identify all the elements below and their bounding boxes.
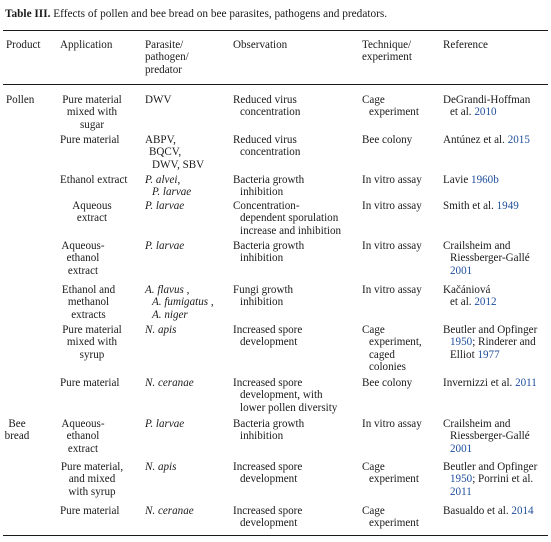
citation-link[interactable]: 2015	[507, 134, 530, 146]
header-reference: Reference	[443, 39, 488, 51]
cell-observation: Increased spore development	[233, 461, 303, 486]
citation-link[interactable]: 1950	[450, 473, 473, 486]
cell-application: Pure material	[60, 377, 120, 389]
cell-application: Aqueous- ethanol extract	[61, 240, 105, 277]
citation-link[interactable]: 2014	[511, 505, 534, 517]
cell-observation: Concentration- dependent sporulation increase and inhibition	[233, 200, 342, 237]
cell-reference: Lavie 1960b	[443, 174, 499, 186]
cell-product: Pollen	[6, 94, 35, 106]
citation-link[interactable]: 2001	[450, 264, 473, 277]
cell-parasite: P. alvei, P. larvae	[145, 174, 192, 199]
cell-technique: Bee colony	[362, 134, 413, 146]
cell-reference: Basualdo et al. 2014	[443, 505, 534, 517]
cell-application: Pure material mixed with sugar	[62, 94, 122, 131]
cell-parasite: ABPV, BQCV, DWV, SBV	[145, 134, 205, 171]
citation-link[interactable]: 1950	[450, 336, 473, 349]
cell-application: Aqueous- ethanol extract	[61, 418, 105, 455]
cell-application: Ethanol extract	[60, 174, 128, 186]
citation-link[interactable]: 2011	[450, 485, 472, 498]
header-product: Product	[6, 39, 41, 51]
cell-observation: Reduced virus concentration	[233, 134, 301, 159]
cell-observation: Reduced virus concentration	[233, 94, 301, 119]
cell-technique: Cage experiment	[362, 461, 419, 486]
cell-reference: Invernizzi et al. 2011	[443, 377, 537, 389]
cell-application: Pure material, and mixed with syrup	[60, 461, 124, 498]
cell-parasite: N. apis	[145, 461, 177, 473]
cell-reference: Smith et al. 1949	[443, 200, 519, 212]
cell-product: Bee bread	[4, 418, 30, 443]
bottom-rule	[3, 535, 548, 536]
header-parasite: Parasite/ pathogen/ predator	[145, 39, 189, 76]
citation-link[interactable]: 1949	[496, 200, 519, 212]
table-caption	[5, 7, 545, 21]
top-rule	[3, 30, 548, 31]
cell-application: Pure material mixed with syrup	[62, 324, 122, 361]
citation-link[interactable]: 2010	[474, 106, 497, 119]
cell-observation: Increased spore development	[233, 324, 303, 349]
cell-observation: Bacteria growth inhibition	[233, 240, 305, 265]
cell-reference: Beutler and Opfinger 1950; Rinderer and Elliot 1977	[443, 324, 538, 361]
cell-reference: Beutler and Opfinger 1950; Porrini et al. 2011	[443, 461, 538, 498]
cell-application: Pure material	[60, 505, 120, 517]
cell-technique: In vitro assay	[362, 240, 422, 252]
cell-application: Ethanol and methanol extracts	[61, 284, 116, 321]
cell-technique: Cage experiment	[362, 94, 419, 119]
cell-parasite: P. larvae	[145, 240, 185, 252]
cell-parasite: N. apis	[145, 324, 177, 336]
caption-text: Effects of pollen and bee bread on bee parasites, pathogens and predators.	[53, 8, 388, 20]
citation-link[interactable]: 2012	[474, 296, 497, 309]
cell-observation: Bacteria growth inhibition	[233, 418, 305, 443]
header-rule	[3, 84, 548, 85]
cell-reference: DeGrandi-Hoffman et al. 2010	[443, 94, 531, 119]
cell-observation: Bacteria growth inhibition	[233, 174, 305, 199]
cell-technique: In vitro assay	[362, 174, 422, 186]
cell-parasite: A. flavus , A. fumigatus , A. niger	[145, 284, 214, 321]
cell-reference: Antúnez et al. 2015	[443, 134, 530, 146]
cell-parasite: N. ceranae	[145, 377, 194, 389]
citation-link[interactable]: 2001	[450, 442, 473, 455]
cell-parasite: N. ceranae	[145, 505, 194, 517]
cell-application: Pure material	[60, 134, 120, 146]
citation-link[interactable]: 1960b	[471, 174, 499, 186]
citation-link[interactable]: 2011	[515, 377, 537, 389]
header-observation: Observation	[233, 39, 288, 51]
cell-reference: Crailsheim and Riessberger-Gallé 2001	[443, 240, 530, 277]
cell-observation: Fungi growth inhibition	[233, 284, 294, 309]
cell-parasite: P. larvae	[145, 200, 185, 212]
cell-parasite: DWV	[145, 94, 172, 106]
cell-technique: In vitro assay	[362, 418, 422, 430]
cell-technique: Cage experiment, caged colonies	[362, 324, 422, 373]
header-application: Application	[60, 39, 113, 51]
cell-parasite: P. larvae	[145, 418, 185, 430]
citation-link[interactable]: 1977	[477, 348, 500, 361]
cell-observation: Increased spore development	[233, 505, 303, 530]
header-technique: Technique/ experiment	[362, 39, 412, 64]
cell-technique: Cage experiment	[362, 505, 419, 530]
cell-application: Aqueous extract	[72, 200, 112, 225]
cell-reference: Crailsheim and Riessberger-Gallé 2001	[443, 418, 530, 455]
table-label: Table III.	[5, 8, 51, 20]
cell-technique: In vitro assay	[362, 284, 422, 296]
cell-reference: Kačániová et al. 2012	[443, 284, 497, 309]
cell-technique: Bee colony	[362, 377, 413, 389]
cell-technique: In vitro assay	[362, 200, 422, 212]
cell-observation: Increased spore development, with lower pollen diversity	[233, 377, 338, 414]
